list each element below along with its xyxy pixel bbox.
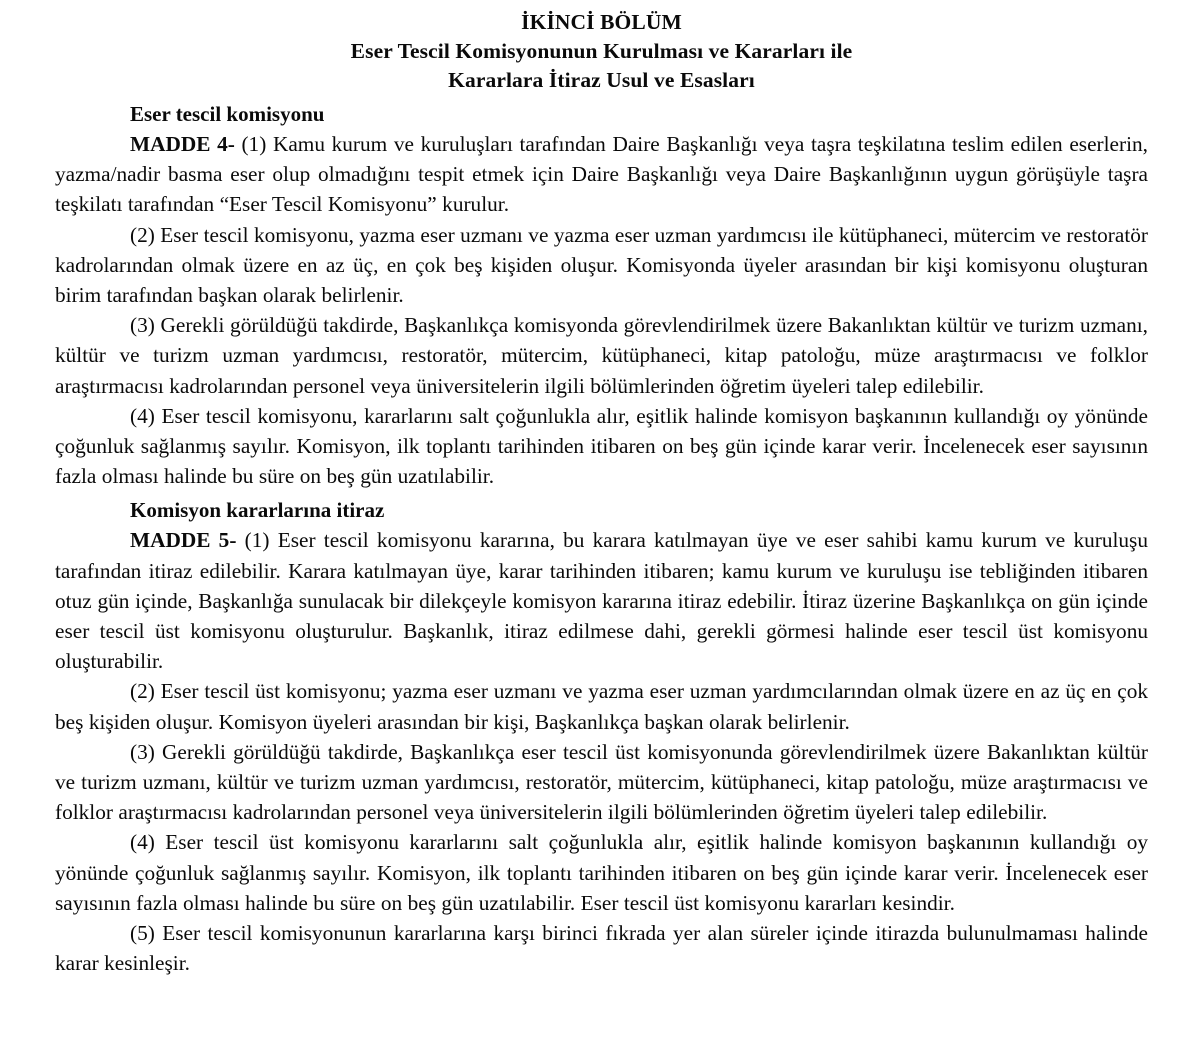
document-heading: İKİNCİ BÖLÜM bbox=[521, 10, 682, 34]
document-subheading-line-2: Kararlara İtiraz Usul ve Esasları bbox=[448, 68, 755, 92]
article-4-paragraph-1 bbox=[55, 129, 1148, 220]
document-subheading-line-1: Eser Tescil Komisyonunun Kurulması ve Kararları ile bbox=[350, 39, 853, 63]
article-5-paragraph-5: (5) Eser tescil komisyonunun kararlarına karşı birinci fıkrada yer alan süreler içinde itirazda bulunulmaması halinde karar kesinleşir. bbox=[55, 921, 1148, 976]
article-4-title: Eser tescil komisyonu bbox=[130, 102, 325, 126]
article-4-paragraph-4: (4) Eser tescil komisyonu, kararlarını salt çoğunlukla alır, eşitlik halinde komisyon başkanının kullandığı oy yönünde çoğunluk sağlanmış sayılır. Komisyon, ilk toplantı tarihinden itibaren on beş gün içinde karar verir. İncelenecek eser sayısının fazla olması halinde bu süre on beş gün uzatılabilir. bbox=[55, 403, 1148, 489]
article-4-paragraph-2: (2) Eser tescil komisyonu, yazma eser uzmanı ve yazma eser uzman yardımcısı ile kütüphaneci, mütercim ve restoratör kadrolarından olmak üzere en az üç, en çok beş kişiden oluşur. Komisyonda üyeler arasından bir kişi komisyonu oluşturan birim tarafından başkan olarak belirlenir. bbox=[55, 222, 1148, 308]
article-5-paragraph-2: (2) Eser tescil üst komisyonu; yazma eser uzmanı ve yazma eser uzman yardımcılarından olmak üzere en az üç en çok beş kişiden oluşur. Komisyon üyeleri arasından bir kişi, Başkanlıkça başkan olarak belirlenir. bbox=[55, 679, 1148, 734]
article-5-paragraph-3: (3) Gerekli görüldüğü takdirde, Başkanlıkça eser tescil üst komisyonunda görevlendirilmek üzere Bakanlıktan kültür ve turizm uzmanı, kültür ve turizm uzman yardımcısı, restoratör, mütercim, kütüphaneci, kitap patoloğu, müze araştırmacısı ve folklor araştırmacısı kadrolarından personel veya üniversitelerin ilgili bölümlerinden öğretim üyeleri talep edilebilir. bbox=[55, 739, 1148, 825]
article-4-label: MADDE 4- bbox=[130, 132, 235, 156]
article-5-paragraph-1-text: (1) Eser tescil komisyonu kararına, bu karara katılmayan üye ve eser sahibi kamu kurum ve kuruluşu tarafından itiraz edilebilir. Karara katılmayan üye, karar tarihinden itibaren; kamu kurum ve kuruluşu ise tebliğinden itibaren otuz gün içinde, Başkanlığa sunulacak bir dilekçeyle komisyon kararına itiraz edebilir. İtiraz üzerine Başkanlıkça on gün içinde eser tescil üst komisyonu oluşturulur. Başkanlık, itiraz edilmese dahi, gerekli görmesi halinde eser tescil üst komisyonu oluşturabilir. bbox=[55, 528, 1148, 674]
article-4-paragraph-3: (3) Gerekli görüldüğü takdirde, Başkanlıkça komisyonda görevlendirilmek üzere Bakanlıktan kültür ve turizm uzmanı, kültür ve turizm uzman yardımcısı, restoratör, mütercim, kütüphaneci, kitap patoloğu, müze araştırmacısı ve folklor araştırmacısı kadrolarından personel veya üniversitelerin ilgili bölümlerinden öğretim üyeleri talep edilebilir. bbox=[55, 313, 1148, 398]
article-5-paragraph-4: (4) Eser tescil üst komisyonu kararlarını salt çoğunlukla alır, eşitlik halinde komisyon başkanının kullandığı oy yönünde çoğunluk sağlanmış sayılır. Komisyon, ilk toplantı tarihinden itibaren on beş gün içinde karar verir. İncelenecek eser sayısının fazla olması halinde bu süre on beş gün uzatılabilir. Eser tescil üst komisyonu kararları kesindir. bbox=[55, 830, 1148, 915]
article-4-paragraph-1-text: (1) Kamu kurum ve kuruluşları tarafından Daire Başkanlığı veya taşra teşkilatına teslim edilen eserlerin, yazma/nadir basma eser olup olmadığını tespit etmek için Daire Başkanlığı veya Daire Başkanlığının uygun görüşüyle taşra teşkilatı tarafından “Eser Tescil Komisyonu” kurulur. bbox=[55, 132, 1148, 217]
article-5-paragraph-1 bbox=[55, 525, 1148, 676]
article-5-title: Komisyon kararlarına itiraz bbox=[130, 498, 385, 523]
article-5-label: MADDE 5- bbox=[130, 528, 237, 553]
